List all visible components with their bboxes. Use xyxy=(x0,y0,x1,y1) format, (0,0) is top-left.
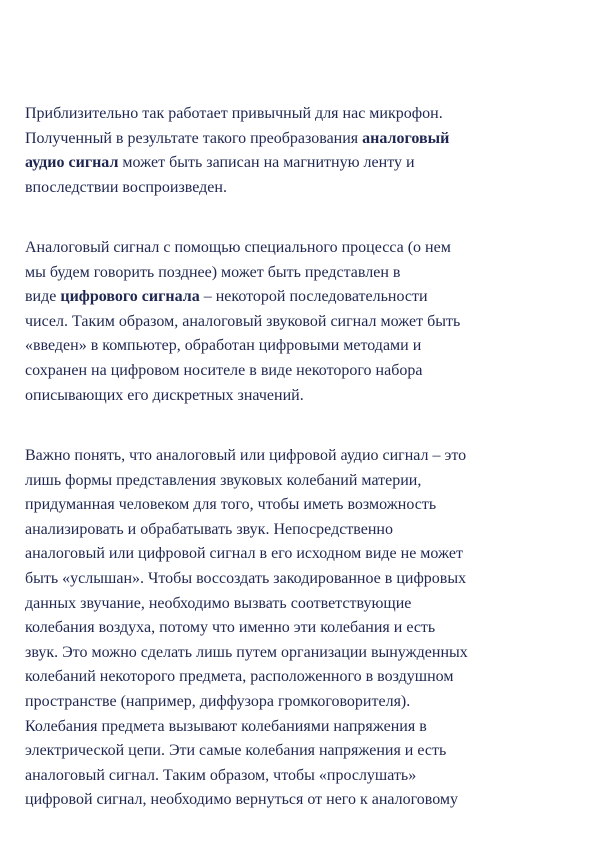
bold-term: цифрового сигнала xyxy=(60,288,200,306)
text-line xyxy=(25,641,585,666)
text-run: Приблизительно так работает привычный для нас микрофон. xyxy=(25,105,443,122)
text-line xyxy=(25,567,585,592)
text-line xyxy=(25,384,585,409)
text-run: Важно понять, что аналоговый или цифровой аудио сигнал – это xyxy=(25,447,467,464)
text-line xyxy=(25,261,585,286)
text-line xyxy=(25,493,585,518)
text-run: Аналоговый сигнал с помощью специального процесса (о нем xyxy=(25,239,451,256)
text-run: звук. Это можно сделать лишь путем организации вынужденных xyxy=(25,643,468,661)
text-run: мы будем говорить позднее) может быть представлен в xyxy=(25,263,401,281)
text-line xyxy=(25,616,585,641)
text-line xyxy=(25,715,585,740)
text-run: аналоговый или цифровой сигнал в его исходном виде не может xyxy=(25,545,463,563)
paragraph-microphone xyxy=(25,102,585,200)
text-run: «введен» в компьютер, обработан цифровыми методами и xyxy=(25,337,422,355)
text-line xyxy=(25,788,585,813)
paragraph-digital-signal xyxy=(25,236,585,408)
text-run: может быть записан на магнитную ленту и xyxy=(118,154,415,172)
bold-term: аудио сигнал xyxy=(25,154,119,172)
paragraph-analog-vs-digital xyxy=(25,444,585,813)
text-line xyxy=(25,127,585,152)
text-run: Полученный в результате такого преобразования xyxy=(25,129,363,147)
text-line xyxy=(25,359,585,384)
text-line xyxy=(25,592,585,617)
text-line xyxy=(25,518,585,543)
text-run: колебания воздуха, потому что именно эти колебания и есть xyxy=(25,619,436,637)
text-line xyxy=(25,764,585,789)
text-line xyxy=(25,542,585,567)
text-line xyxy=(25,285,585,310)
bold-term: аналоговый xyxy=(362,129,450,147)
text-run: электрической цепи. Эти самые колебания напряжения и есть xyxy=(25,742,447,760)
text-run: цифровой сигнал, необходимо вернуться от него к аналоговому xyxy=(25,791,459,809)
text-run: впоследствии воспроизведен. xyxy=(25,178,227,196)
text-line xyxy=(25,102,585,127)
text-line xyxy=(25,739,585,764)
text-run: описывающих его дискретных значений. xyxy=(25,386,304,404)
text-line xyxy=(25,665,585,690)
text-run: придуманная человеком для того, чтобы иметь возможность xyxy=(25,496,437,514)
text-run: – некоторой последовательности xyxy=(199,288,428,306)
text-run: аналоговый сигнал. Таким образом, чтобы «прослушать» xyxy=(25,766,417,784)
text-line xyxy=(25,310,585,335)
text-line xyxy=(25,151,585,176)
text-line xyxy=(25,334,585,359)
text-run: данных звучание, необходимо вызвать соответствующие xyxy=(25,594,412,612)
text-run: пространстве (например, диффузора громкоговорителя). xyxy=(25,692,411,710)
text-line xyxy=(25,236,585,261)
text-run: сохранен на цифровом носителе в виде некоторого набора xyxy=(25,361,423,379)
text-run: анализировать и обрабатывать звук. Непосредственно xyxy=(25,520,393,538)
text-run: лишь формы представления звуковых колебаний материи, xyxy=(25,471,422,489)
text-line xyxy=(25,469,585,494)
text-run: быть «услышан». Чтобы воссоздать закодированное в цифровых xyxy=(25,569,467,587)
text-line xyxy=(25,690,585,715)
text-run: Колебания предмета вызывают колебаниями напряжения в xyxy=(25,717,427,735)
text-line xyxy=(25,444,585,469)
text-line xyxy=(25,176,585,201)
text-run: чисел. Таким образом, аналоговый звуковой сигнал может быть xyxy=(25,312,461,330)
text-run: колебаний некоторого предмета, расположенного в воздушном xyxy=(25,668,454,686)
text-run: виде xyxy=(25,288,61,306)
